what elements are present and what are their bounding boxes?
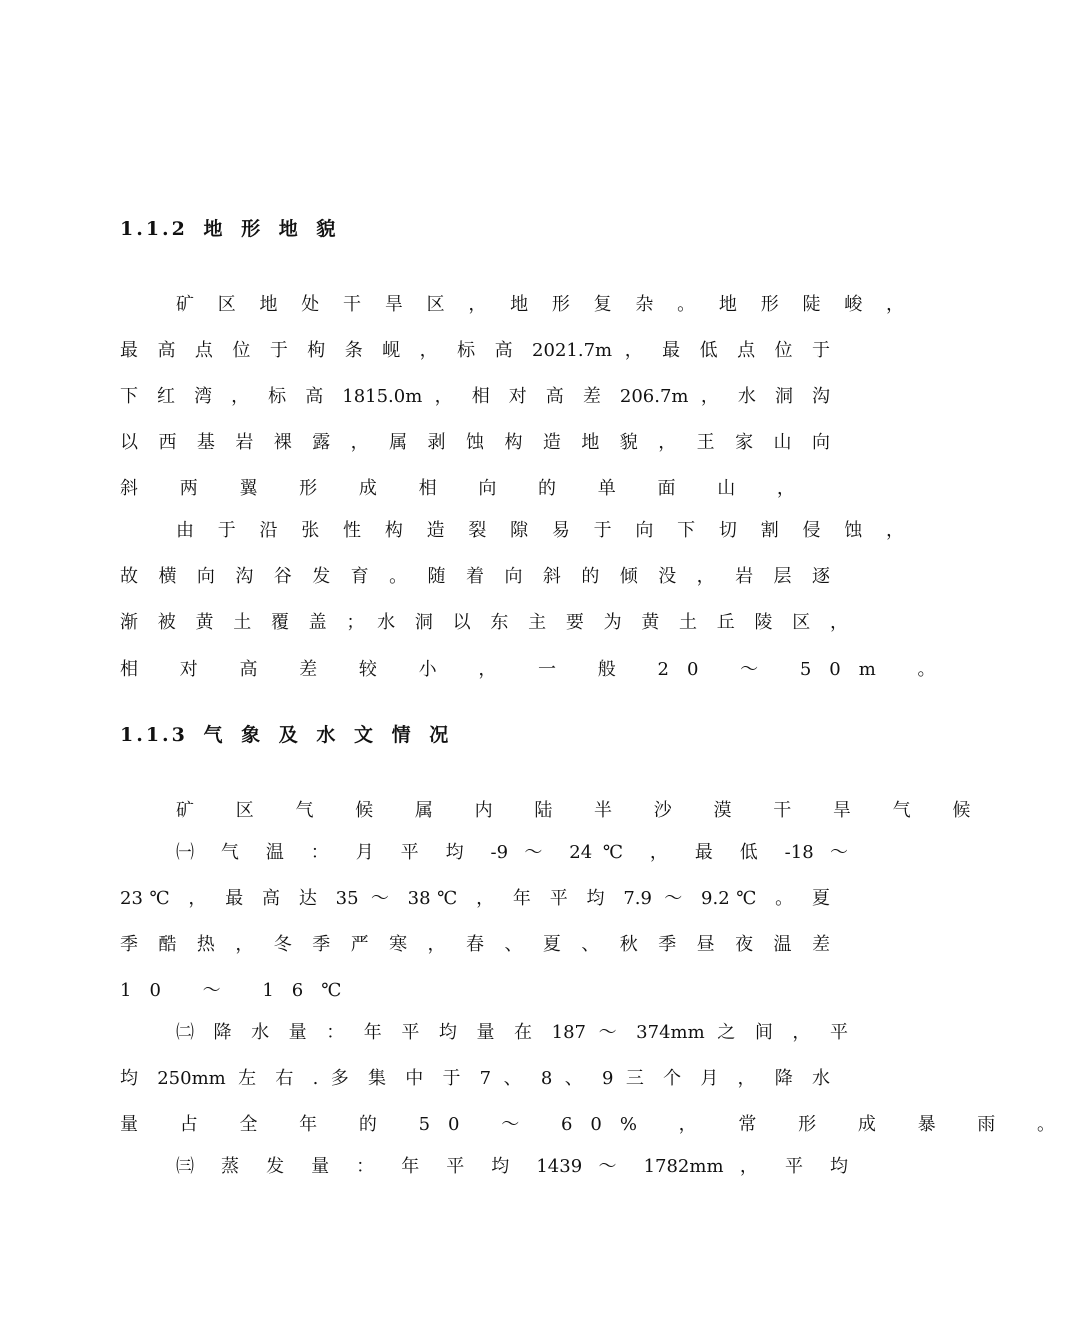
paragraph-line: 下 红 湾 ， 标 高 1815.0m ， 相 对 高 差 206.7m ， 水 洞 沟 — [120, 386, 830, 407]
paragraph-line: 故 横 向 沟 谷 发 育 。 随 着 向 斜 的 倾 没 ， 岩 层 逐 — [120, 566, 830, 587]
paragraph-line: 季 酷 热 ， 冬 季 严 寒 ， 春 、 夏 、 秋 季 昼 夜 温 差 — [120, 934, 830, 955]
paragraph-line: 量 占 全 年 的 50 ～ 60% ， 常 形 成 暴 雨 。 — [120, 1114, 1073, 1135]
paragraph-line: 相 对 高 差 较 小 ， 一 般 20 ～ 50m 。 — [120, 659, 954, 680]
paragraph-line: ㈠ 气 温 ： 月 平 均 -9 ～ 24℃ ， 最 低 -18 ～ — [176, 842, 848, 863]
paragraph-line: 10 ～ 16℃ — [120, 980, 360, 1001]
section-heading-climate: 1.1.3 气 象 及 水 文 情 况 — [120, 724, 452, 746]
paragraph-line: 23℃ ， 最 高 达 35 ～ 38℃ ， 年 平 均 7.9 ～ 9.2℃ 。 夏 — [120, 888, 830, 909]
paragraph-line: 均 250mm 左 右 . 多 集 中 于 7 、 8 、 9 三 个 月 ， 降 水 — [120, 1068, 830, 1089]
paragraph-line: 由 于 沿 张 性 构 造 裂 隙 易 于 向 下 切 割 侵 蚀 ， — [176, 520, 904, 541]
paragraph-line: 矿 区 地 处 干 旱 区 ， 地 形 复 杂 。 地 形 陡 峻 ， — [176, 294, 904, 315]
paragraph-line: 最 高 点 位 于 枸 条 岘 ， 标 高 2021.7m ， 最 低 点 位 于 — [120, 340, 830, 361]
paragraph-line: 斜 两 翼 形 成 相 向 的 单 面 山 ， — [120, 478, 813, 499]
paragraph-line: 矿 区 气 候 属 内 陆 半 沙 漠 干 旱 气 候 — [176, 800, 989, 821]
section-heading-terrain: 1.1.2 地 形 地 貌 — [120, 218, 339, 240]
paragraph-line: ㈢ 蒸 发 量 ： 年 平 均 1439 ～ 1782mm ， 平 均 — [176, 1156, 848, 1177]
paragraph-line: 以 西 基 岩 裸 露 ， 属 剥 蚀 构 造 地 貌 ， 王 家 山 向 — [120, 432, 830, 453]
paragraph-line: ㈡ 降 水 量 ： 年 平 均 量 在 187 ～ 374mm 之 间 ， 平 — [176, 1022, 848, 1043]
paragraph-line: 渐 被 黄 土 覆 盖 ； 水 洞 以 东 主 要 为 黄 土 丘 陵 区 ， — [120, 612, 848, 633]
